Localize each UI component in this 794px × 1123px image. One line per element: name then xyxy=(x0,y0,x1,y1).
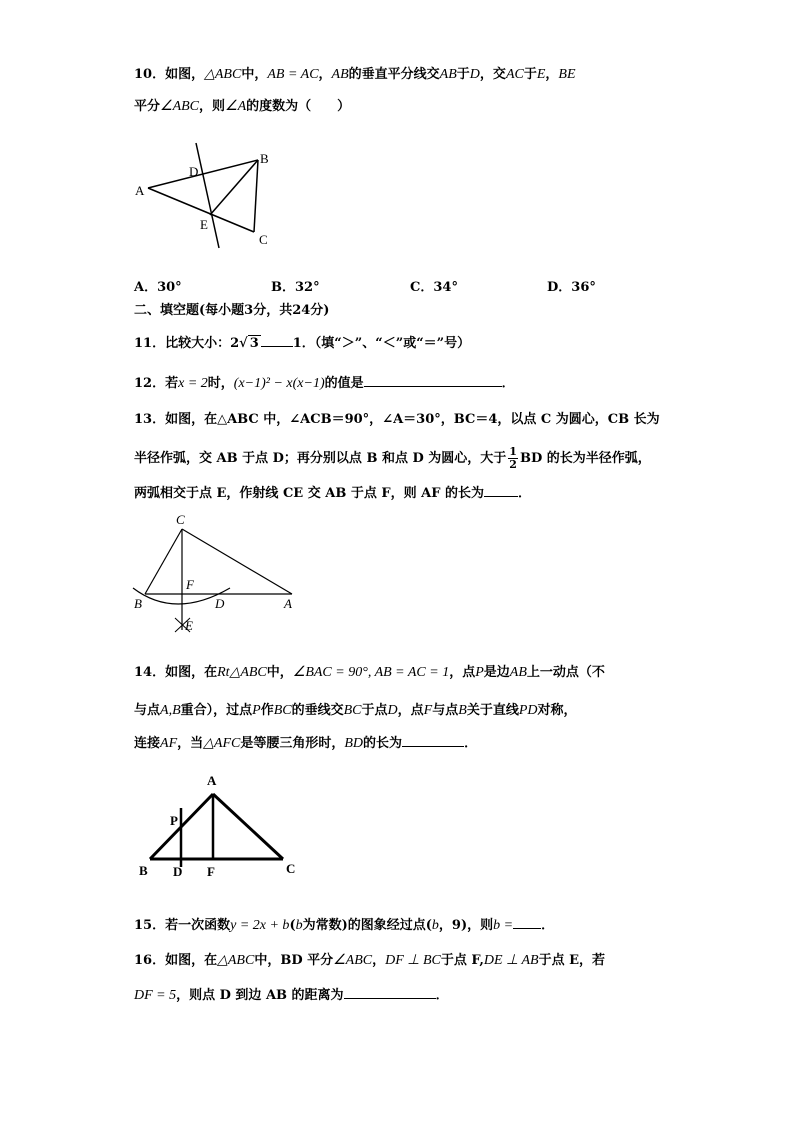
q13-line2 xyxy=(134,446,651,471)
q15-end: ． xyxy=(541,918,555,933)
q10-ab: AB xyxy=(331,67,349,82)
q10-text: 平分 xyxy=(134,99,161,114)
q10-option-a[interactable]: A．30° xyxy=(134,280,182,295)
q14-label-a: A xyxy=(207,773,217,788)
q10-triangle: △ABC xyxy=(204,67,242,82)
q10-text: 的垂直平分线交 xyxy=(348,67,440,82)
q14-b: B xyxy=(458,703,467,718)
q10-option-d[interactable]: D．36° xyxy=(547,280,596,295)
q16-text: 如图，在 xyxy=(165,953,218,968)
q14-right-triangle: Rt△ABC xyxy=(217,665,267,680)
q16-text: 于点 F, xyxy=(440,953,484,968)
q14-line2 xyxy=(134,702,577,720)
q10-label-b: B xyxy=(260,151,269,166)
q15-text: 若一次函数 xyxy=(165,918,231,933)
q14-label-d: D xyxy=(173,864,183,879)
q16-text: ，则点 D 到边 AB 的距离为 xyxy=(176,988,344,1003)
q14-ab-points: A,B xyxy=(160,703,181,718)
q12-text: 的值是 xyxy=(324,376,364,391)
q12-text: 时， xyxy=(207,376,234,391)
q14-text: 上一动点（不 xyxy=(526,665,605,680)
q10-figure xyxy=(130,140,290,255)
q11-text: 比较大小：2 xyxy=(165,336,240,351)
q13-line1: 13．如图，在△ABC 中，∠ACB＝90°，∠A＝30°，BC＝4，以点 C 为圆心，CB 长为 xyxy=(134,412,660,427)
q14-line3 xyxy=(134,734,477,753)
q10-be: BE xyxy=(558,67,576,82)
q15-b: b xyxy=(295,918,303,933)
q14-af: AF xyxy=(160,736,178,751)
q14-text: 与点 xyxy=(432,703,459,718)
q10-perpendicular-bisector xyxy=(196,143,219,248)
q14-triangle-afc: △AFC xyxy=(203,736,241,751)
q10-text: 的度数为（ ） xyxy=(246,99,351,114)
q14-condition: ∠BAC = 90°, AB = AC = 1 xyxy=(292,665,450,680)
q10-text: 如图， xyxy=(165,67,205,82)
q14-pd: PD xyxy=(518,703,538,718)
q16-number: 16． xyxy=(134,953,166,968)
q12-condition: x = 2 xyxy=(178,376,208,391)
q14-d: D xyxy=(387,703,398,718)
q11-sqrt: √ 3 xyxy=(239,336,259,351)
q16-line1 xyxy=(134,952,605,970)
section-fill-in-title: 二、填空题(每小题3分，共24分) xyxy=(134,303,330,318)
q13-line3 xyxy=(134,484,531,503)
q12-answer-blank[interactable] xyxy=(364,374,502,387)
q14-figure xyxy=(135,770,305,882)
q14-f: F xyxy=(423,703,433,718)
q15-function: y = 2x + b xyxy=(230,918,290,933)
q13-label-d: D xyxy=(215,596,225,611)
q10-angle-a: ∠A xyxy=(225,99,247,114)
q10-label-a: A xyxy=(135,183,145,198)
q10-option-c[interactable]: C．34° xyxy=(410,280,458,295)
q10-side-bc xyxy=(254,160,258,232)
q14-p: P xyxy=(475,665,484,680)
q16-perp-de: DE ⊥ AB xyxy=(483,953,539,968)
q10-segment-be xyxy=(210,160,258,215)
q10-d: D xyxy=(469,67,480,82)
q11-sqrt-arg: 3 xyxy=(249,336,259,351)
q10-line1 xyxy=(134,66,576,84)
q12-number: 12． xyxy=(134,376,166,391)
q14-text: 的长为 xyxy=(363,736,403,751)
q16-end: ． xyxy=(435,988,449,1003)
q10-text: ， xyxy=(318,67,332,82)
q14-number: 14． xyxy=(134,665,166,680)
q10-angle-abc: ∠ABC xyxy=(160,99,200,114)
q14-text: 的垂线交 xyxy=(291,703,344,718)
q14-side-ac xyxy=(213,794,283,859)
q12-expression: (x−1)² − x(x−1) xyxy=(233,376,325,391)
q13-label-e: E xyxy=(185,618,193,633)
q15-b: b xyxy=(431,918,439,933)
q10-number: 10． xyxy=(134,67,166,82)
q10-text: ，交 xyxy=(479,67,506,82)
q13-text: 两弧相交于点 E，作射线 CE 交 AB 于点 F，则 AF 的长为 xyxy=(134,486,484,501)
q16-triangle: △ABC xyxy=(217,953,255,968)
q14-bd: BD xyxy=(344,736,364,751)
q14-bc: BC xyxy=(273,703,292,718)
q12-line xyxy=(134,374,515,393)
q10-e: E xyxy=(536,67,546,82)
q11-answer-blank[interactable] xyxy=(261,334,293,347)
q14-text: 如图，在 xyxy=(165,665,218,680)
q10-condition: AB = AC xyxy=(267,67,319,82)
q13-frac-den: 2 xyxy=(509,458,517,471)
q11-line xyxy=(134,334,470,353)
q13-label-f: F xyxy=(186,577,194,592)
q15-line xyxy=(134,916,554,935)
q14-text: 关于直线 xyxy=(466,703,519,718)
q14-text: 于点 xyxy=(361,703,388,718)
q10-option-b[interactable]: B．32° xyxy=(271,280,320,295)
q11-number: 11． xyxy=(134,336,166,351)
q15-text: ，9)，则 xyxy=(438,918,494,933)
q10-text: 于 xyxy=(523,67,537,82)
q14-text: 与点 xyxy=(134,703,161,718)
q13-end: ． xyxy=(518,486,532,501)
q13-text: 半径作弧，交 AB 于点 D；再分别以点 B 和点 D 为圆心，大于 xyxy=(134,451,507,466)
q14-p: P xyxy=(252,703,261,718)
q14-text: ，点 xyxy=(397,703,424,718)
q16-text: 于点 E，若 xyxy=(538,953,606,968)
q14-text: 是边 xyxy=(483,665,510,680)
q15-b-equals: b = xyxy=(493,918,514,933)
q10-text: 于 xyxy=(456,67,470,82)
q16-angle: ∠ABC xyxy=(333,953,373,968)
q14-text: ，点 xyxy=(449,665,476,680)
q14-text: 连接 xyxy=(134,736,161,751)
q13-label-b: B xyxy=(134,596,142,611)
q10-ac: AC xyxy=(505,67,524,82)
q13-side-ca xyxy=(182,529,292,594)
q10-text: ，则 xyxy=(199,99,226,114)
q15-answer-blank[interactable] xyxy=(513,916,541,929)
q10-label-d: D xyxy=(189,164,199,179)
q13-side-bc xyxy=(145,529,182,594)
q16-condition: DF = 5 xyxy=(134,988,177,1003)
q14-label-b: B xyxy=(139,863,148,878)
q13-figure xyxy=(130,512,310,637)
q15-number: 15． xyxy=(134,918,166,933)
q10-ab: AB xyxy=(439,67,457,82)
q14-label-p: P xyxy=(170,813,178,828)
q16-perp-df: DF ⊥ BC xyxy=(385,953,441,968)
q13-label-a: A xyxy=(284,596,292,611)
q14-line1 xyxy=(134,664,605,682)
q14-end: ． xyxy=(464,736,478,751)
q12-text: 若 xyxy=(165,376,179,391)
q15-text: 为常数)的图象经过点( xyxy=(302,918,432,933)
q16-answer-blank[interactable] xyxy=(344,986,436,999)
q13-fraction xyxy=(508,446,518,471)
q14-text: 重合），过点 xyxy=(180,703,253,718)
q14-text: 是等腰三角形时， xyxy=(240,736,345,751)
q12-end: ． xyxy=(501,376,515,391)
q14-text: ，当 xyxy=(177,736,204,751)
q14-text: 中， xyxy=(266,665,293,680)
q15-text: ( xyxy=(289,918,296,933)
q10-line2 xyxy=(134,98,350,116)
q13-label-c: C xyxy=(176,512,185,527)
q13-answer-blank[interactable] xyxy=(484,484,518,497)
q14-text: 作 xyxy=(260,703,274,718)
q13-text: BD 的长为半径作弧， xyxy=(519,451,651,466)
q10-label-e: E xyxy=(200,217,208,232)
q14-answer-blank[interactable] xyxy=(402,734,464,747)
q16-line2 xyxy=(134,986,449,1005)
q11-text: 1．（填“＞”、“＜”或“＝”号） xyxy=(292,336,471,351)
q10-label-c: C xyxy=(259,232,268,247)
q14-label-c: C xyxy=(286,861,296,876)
q13-frac-num: 1 xyxy=(509,445,517,458)
q10-text: 中， xyxy=(241,67,268,82)
q14-text: 对称， xyxy=(537,703,577,718)
q16-text: ， xyxy=(372,953,386,968)
q14-bc: BC xyxy=(343,703,362,718)
q14-ab: AB xyxy=(509,665,527,680)
q10-text: ， xyxy=(545,67,559,82)
q16-text: 中，BD 平分 xyxy=(254,953,334,968)
q14-label-f: F xyxy=(207,864,215,879)
